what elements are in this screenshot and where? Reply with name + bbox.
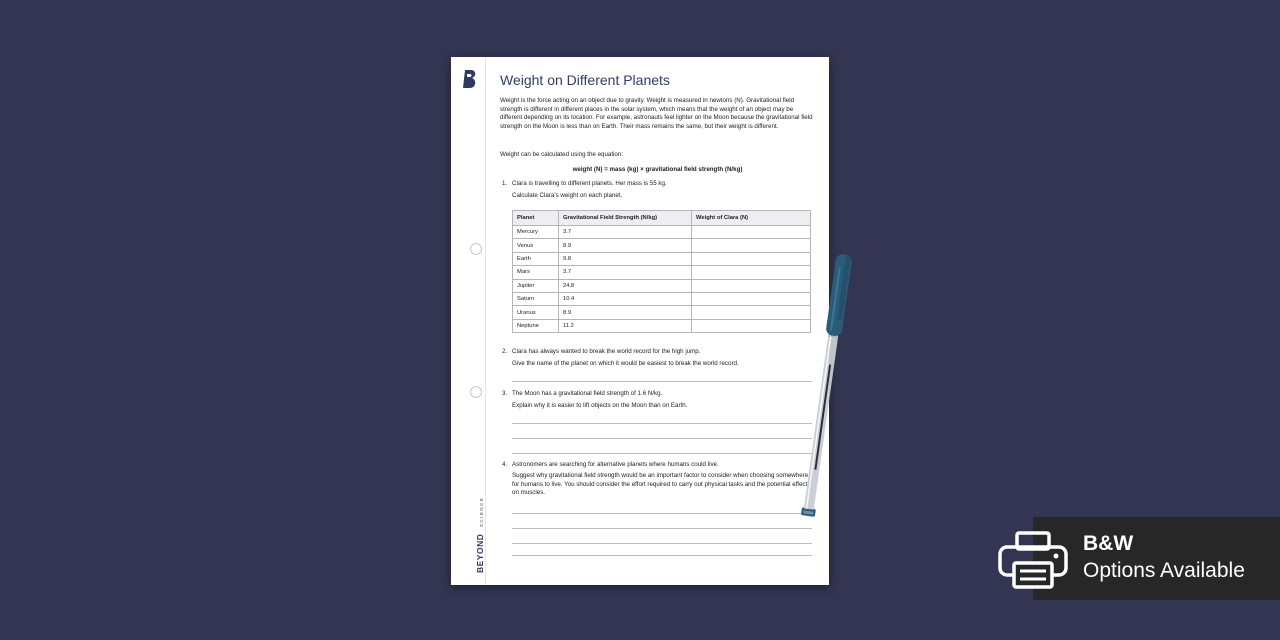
gfs-cell: 24.8 <box>559 279 692 292</box>
column-header: Weight of Clara (N) <box>692 211 811 226</box>
question-text: The Moon has a gravitational field strength of 1.6 N/kg. <box>512 390 663 397</box>
bw-options-badge <box>1033 517 1280 600</box>
question-number: 1. <box>502 180 508 187</box>
badge-title: B&W <box>1083 532 1134 555</box>
planet-cell: Saturn <box>513 292 559 305</box>
question-text: Clara has always wanted to break the world record for the high jump. <box>512 348 701 355</box>
column-header: Gravitational Field Strength (N/kg) <box>559 211 692 226</box>
badge-subtitle: Options Available <box>1083 559 1245 582</box>
question-text: Astronomers are searching for alternative planets where humans could live. <box>512 461 719 468</box>
brand-name: BEYOND <box>475 533 485 573</box>
planet-cell: Mars <box>513 266 559 279</box>
planet-cell: Jupiter <box>513 279 559 292</box>
question-instruction: Give the name of the planet on which it would be easiest to break the world record. <box>512 360 739 367</box>
gfs-cell: 11.2 <box>559 319 692 332</box>
gfs-cell: 3.7 <box>559 226 692 239</box>
question-number: 3. <box>502 390 508 397</box>
column-header: Planet <box>513 211 559 226</box>
gfs-cell: 10.4 <box>559 292 692 305</box>
question-text: Clara is travelling to different planets. Her mass is 55 kg. <box>512 180 667 187</box>
intro-paragraph: Weight is the force acting on an object due to gravity. Weight is measured in newtons (N). Gravitational field strength is different in different places in the solar system, which means that the weight of an object may be different depending on its location. For example, astronauts feel lighter on the Moon because the gravitational field strength on the Moon is less than on Earth. Their mass remains the same, but their weight is different. <box>500 97 813 130</box>
question-instruction: Suggest why gravitational field strength would be an important factor to consider when choosing somewhere for humans to live. You should consider the effort required to carry out physical tasks and the potential effect on muscles. <box>512 472 809 497</box>
equation-intro: Weight can be calculated using the equation: <box>500 151 624 158</box>
equation: weight (N) = mass (kg) × gravitational field strength (N/kg) <box>572 166 743 173</box>
question-number: 2. <box>502 348 508 355</box>
worksheet-title: Weight on Different Planets <box>500 72 670 88</box>
question-instruction: Explain why it is easier to lift objects on the Moon than on Earth. <box>512 402 688 409</box>
question-instruction: Calculate Clara’s weight on each planet. <box>512 192 623 199</box>
planet-cell: Mercury <box>513 226 559 239</box>
question-number: 4. <box>502 461 508 468</box>
planet-cell: Neptune <box>513 319 559 332</box>
gfs-cell: 9.8 <box>559 252 692 265</box>
brand-sub: SCIENCE <box>479 496 484 528</box>
planet-cell: Earth <box>513 252 559 265</box>
gfs-cell: 3.7 <box>559 266 692 279</box>
gfs-cell: 8.9 <box>559 239 692 252</box>
planet-cell: Uranus <box>513 306 559 319</box>
planet-cell: Venus <box>513 239 559 252</box>
gfs-cell: 8.9 <box>559 306 692 319</box>
printer-icon <box>997 530 1069 590</box>
